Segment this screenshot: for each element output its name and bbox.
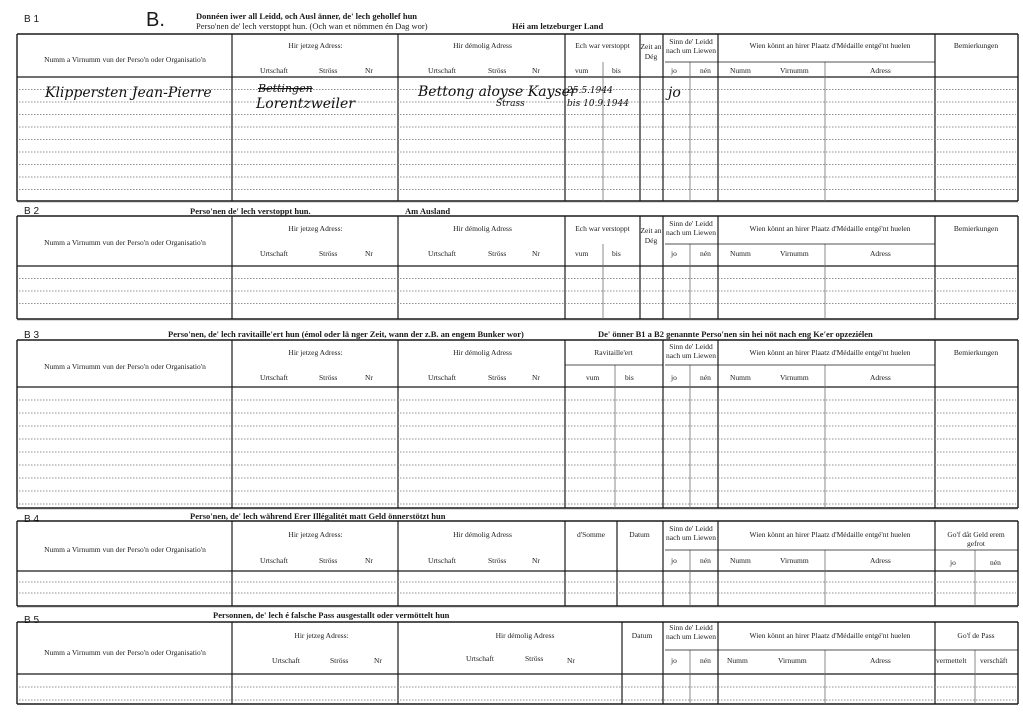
b5-former-address-header: Hir démolig Adress	[495, 631, 555, 640]
b3-title: Perso'nen, de' lech ravitaille'ert hun (émol oder lä nger Zeit, wann der z.B. an engem Bunker wor)	[168, 329, 524, 339]
b4-sub-firstname: Virnumm	[780, 556, 809, 565]
b5-sub-no: nén	[700, 656, 711, 665]
b1-sub-locality-former: Urtschaft	[428, 66, 456, 75]
b2-sub-locality-former: Urtschaft	[428, 249, 456, 258]
b2-sub-name: Numm	[730, 249, 751, 258]
b2-sub-nr: Nr	[365, 249, 373, 258]
b2-former-address-header: Hir démolig Adress	[453, 224, 512, 233]
b2-current-address-header: Hir jetzeg Adress:	[288, 224, 343, 233]
b2-sub-street: Ströss	[319, 249, 338, 258]
section-code-b5: B 5	[24, 615, 40, 626]
b3-sub-name: Numm	[730, 373, 751, 382]
b5-pass-header: Go'f de Pass	[957, 631, 995, 640]
b3-remarks-header: Bemierkungen	[953, 348, 999, 357]
b5-sub-issued: verschäft	[980, 656, 1008, 665]
b5-name-header: Numm a Virnumm vun der Perso'n oder Organisatio'n	[44, 648, 206, 657]
b4-sub-yes: jo	[671, 556, 677, 565]
b1-current-address-header: Hir jetzeg Adress:	[288, 41, 343, 50]
b5-sub-locality-former: Urtschaft	[466, 654, 494, 663]
b5-title: Personnen, de' lech é falsche Pass ausgestallt oder vermöttelt hun	[213, 610, 450, 620]
b1-sub-name: Numm	[730, 66, 751, 75]
b5-sub-name: Numm	[727, 656, 748, 665]
b1-hidden-header: Ech war verstoppt	[575, 41, 630, 50]
b1-sub-to: bis	[612, 66, 621, 75]
b2-medal-header: Wien könnt an hirer Plaatz d'Médaille entgé'nt huelen	[749, 224, 911, 233]
b4-money-header: Go'f dåt Geld erem gefrot	[947, 530, 1005, 548]
b3-ravit-header: Ravitaille'ert	[594, 348, 633, 357]
b2-alive-header: Sinn de' Leidd nach um Liewen	[666, 219, 716, 237]
b5-alive-header: Sinn de' Leidd nach um Liewen	[666, 623, 716, 641]
b4-sub-nr-former: Nr	[532, 556, 540, 565]
b2-sub-to: bis	[612, 249, 621, 258]
b1-handwritten-locality: Lorentzweiler	[256, 96, 355, 112]
b1-handwritten-from: 25.5.1944	[567, 86, 613, 96]
b1-title-line2: Perso'nen de' lech verstoppt hun. (Och wan et nömmen én Dag wor)	[196, 21, 428, 31]
b1-sub-street: Ströss	[319, 66, 338, 75]
b4-sub-money-yes: jo	[950, 558, 956, 567]
b3-sub-no: nén	[700, 373, 711, 382]
b4-sub-locality-former: Urtschaft	[428, 556, 456, 565]
b4-alive-header: Sinn de' Leidd nach um Liewen	[666, 524, 716, 542]
b1-handwritten-former-address: Bettong aloyse Kayser	[418, 84, 577, 100]
b3-sub-street: Ströss	[319, 373, 338, 382]
b4-sub-no: nén	[700, 556, 711, 565]
b3-sub-nr-former: Nr	[532, 373, 540, 382]
b3-sub-address: Adress	[870, 373, 891, 382]
b2-title-country: Am Ausland	[405, 206, 451, 216]
b1-handwritten-yes: jo	[668, 85, 681, 101]
b4-medal-header: Wien könnt an hirer Plaatz d'Médaille entgé'nt huelen	[749, 530, 911, 539]
b4-sub-nr: Nr	[365, 556, 373, 565]
b2-sub-yes: jo	[671, 249, 677, 258]
b1-medal-header: Wien könnt an hirer Plaatz d'Médaille entgé'nt huelen	[749, 41, 911, 50]
b2-sub-from: vum	[575, 249, 589, 258]
form-letter: B.	[146, 9, 165, 31]
section-code-b4: B 4	[24, 514, 40, 525]
b1-handwritten-name: Klippersten Jean-Pierre	[45, 85, 212, 101]
b5-medal-header: Wien könnt an hirer Plaatz d'Médaille entgé'nt huelen	[749, 631, 911, 640]
b1-sub-yes: jo	[671, 66, 677, 75]
b4-sub-locality: Urtschaft	[260, 556, 288, 565]
b1-sub-nr-former: Nr	[532, 66, 540, 75]
b3-alive-header: Sinn de' Leidd nach um Liewen	[666, 342, 716, 360]
section-code-b3: B 3	[24, 330, 40, 341]
b3-name-header: Numm a Virnumm vun der Perso'n oder Organisatio'n	[44, 362, 206, 371]
b2-time-header: Zeit an Dég	[640, 226, 662, 245]
b3-sub-to: bis	[625, 373, 634, 382]
b2-sub-locality: Urtschaft	[260, 249, 288, 258]
b3-sub-street-former: Ströss	[488, 373, 507, 382]
b1-sub-locality: Urtschaft	[260, 66, 288, 75]
b2-hidden-header: Ech war verstoppt	[575, 224, 630, 233]
b4-sum-header: d'Somme	[576, 530, 606, 539]
b2-title: Perso'nen de' lech verstoppt hun.	[190, 206, 311, 216]
b5-sub-yes: jo	[671, 656, 677, 665]
b3-sub-firstname: Virnumm	[780, 373, 809, 382]
section-code-b1: B 1	[24, 14, 40, 25]
b4-name-header: Numm a Virnumm vun der Perso'n oder Organisatio'n	[44, 545, 206, 554]
b2-sub-address: Adress	[870, 249, 891, 258]
b2-sub-street-former: Ströss	[488, 249, 507, 258]
b1-sub-from: vum	[575, 66, 589, 75]
b5-sub-street-former: Ströss	[525, 654, 544, 663]
b3-medal-header: Wien könnt an hirer Plaatz d'Médaille entgé'nt huelen	[749, 348, 911, 357]
b3-sub-yes: jo	[671, 373, 677, 382]
b1-former-address-header: Hir démolig Adress	[453, 41, 512, 50]
b4-sub-street-former: Ströss	[488, 556, 507, 565]
section-code-b2: B 2	[24, 206, 40, 217]
b4-current-address-header: Hir jetzeg Adress:	[288, 530, 343, 539]
b1-handwritten-locality-struck: Bettingen	[258, 82, 313, 95]
b2-name-header: Numm a Virnumm vun der Perso'n oder Organisatio'n	[44, 238, 206, 247]
b2-remarks-header: Bemierkungen	[953, 224, 999, 233]
b1-sub-firstname: Virnumm	[780, 66, 809, 75]
b5-sub-firstname: Virnumm	[778, 656, 807, 665]
b1-alive-header: Sinn de' Leidd nach um Liewen	[666, 37, 716, 55]
b1-sub-nr: Nr	[365, 66, 373, 75]
b5-sub-nr: Nr	[374, 656, 382, 665]
b4-sub-street: Ströss	[319, 556, 338, 565]
b4-sub-money-no: nén	[990, 558, 1001, 567]
b3-sub-from: vum	[586, 373, 600, 382]
b1-name-header: Numm a Virnumm vun der Perso'n oder Organisatio'n	[44, 55, 206, 64]
b3-sub-nr: Nr	[365, 373, 373, 382]
b1-sub-no: nén	[700, 66, 711, 75]
b2-sub-firstname: Virnumm	[780, 249, 809, 258]
b5-sub-nr-former: Nr	[567, 656, 575, 665]
b4-former-address-header: Hir démolig Adress	[453, 530, 512, 539]
b3-former-address-header: Hir démolig Adress	[453, 348, 512, 357]
b1-handwritten-former-street: Strass	[496, 99, 525, 109]
b5-sub-address: Adress	[870, 656, 891, 665]
b2-sub-no: nén	[700, 249, 711, 258]
b5-current-address-header: Hir jetzeg Adress:	[294, 631, 349, 640]
b1-remarks-header: Bemierkungen	[953, 41, 999, 50]
b2-sub-nr-former: Nr	[532, 249, 540, 258]
b4-sub-name: Numm	[730, 556, 751, 565]
b3-sub-locality: Urtschaft	[260, 373, 288, 382]
b1-title-line1: Donnéen iwer all Leidd, och Ausl änner, de' lech gehollef hun	[196, 11, 418, 21]
b1-title-country: Héi am letzeburger Land	[512, 21, 604, 31]
b4-date-header: Datum	[629, 530, 650, 539]
b3-current-address-header: Hir jetzeg Adress:	[288, 348, 343, 357]
b1-sub-address: Adress	[870, 66, 891, 75]
b4-sub-address: Adress	[870, 556, 891, 565]
b4-title: Perso'nen, de' lech während Erer Illégalitét matt Geld önnerstötzt hun	[190, 511, 446, 521]
b5-sub-street: Ströss	[330, 656, 349, 665]
b1-handwritten-to: bis 10.9.1944	[567, 99, 629, 109]
b1-time-header: Zeit an Dég	[640, 42, 662, 61]
b5-date-header: Datum	[631, 631, 653, 640]
b3-sub-locality-former: Urtschaft	[428, 373, 456, 382]
b3-title-note: De' önner B1 a B2 genannte Perso'nen sin hei nöt nach eng Ke'er opzeziélen	[598, 329, 873, 339]
b5-sub-locality: Urtschaft	[272, 656, 300, 665]
b5-sub-mediated: vermettelt	[936, 656, 967, 665]
b1-sub-street-former: Ströss	[488, 66, 507, 75]
